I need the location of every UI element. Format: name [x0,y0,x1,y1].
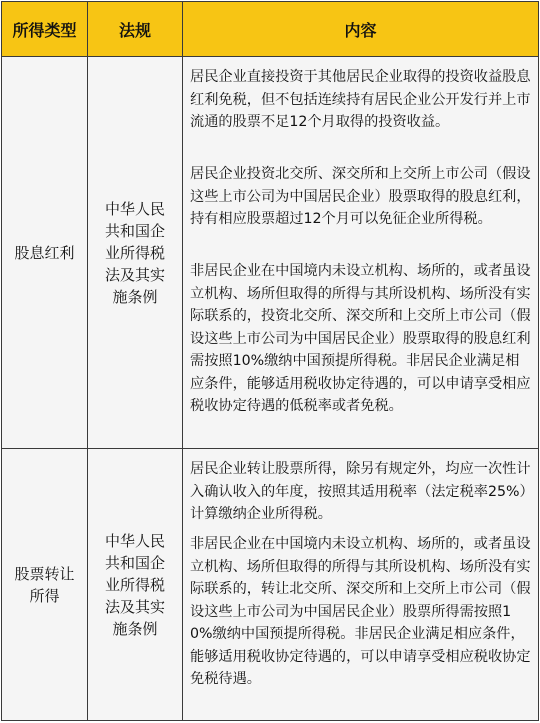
table-row-transfer-type [2,449,87,720]
header-content: 内容 [344,20,377,40]
column-divider [182,2,183,720]
law-label: 中华人民共和国企业所得税法及其实施条例 [104,199,165,306]
table-row-transfer-law [88,449,182,720]
content-paragraph: 居民企业转让股票所得，除另有规定外，均应一次性计入确认收入的年度，按照其适用税率（法定税率25%）计算缴纳企业所得税。 [190,461,531,522]
table-header [2,2,538,57]
table-row-dividend-law [88,57,182,448]
content-paragraph: 居民企业直接投资于其他居民企业取得的投资收益股息红利免税，但不包括连续持有居民企业公开发行并上市流通的股票不足12个月取得的投资收益。 [190,69,531,130]
content-paragraph: 非居民企业在中国境内未设立机构、场所的，或者虽设立机构、场所但取得的所得与其所设机构、场所没有实际联系的，投资北交所、深交所和上交所上市公司（假设这些上市公司为中国居民企业）股票取得的股息红利需按照10%缴纳中国预提所得税。非居民企业满足相应条件，能够适用税收协定待遇的，可以申请享受相应税收协定待遇的低税率或者免税。 [190,263,531,414]
table-row-dividend-type [2,57,87,448]
income-type-label: 股息红利 [14,243,75,262]
header-income-type: 所得类型 [12,20,77,40]
income-type-label: 股票转让所得 [14,564,75,605]
law-label: 中华人民共和国企业所得税法及其实施条例 [104,531,165,638]
content-paragraph: 居民企业投资北交所、深交所和上交所上市公司（假设这些上市公司为中国居民企业）股票取得的股息红利，持有相应股票超过12个月可以免征企业所得税。 [190,166,531,227]
tax-table [1,1,539,721]
content-paragraph: 非居民企业在中国境内未设立机构、场所的，或者虽设立机构、场所但取得的所得与其所设机构、场所没有实际联系的，转让北交所、深交所和上交所上市公司（假设这些上市公司为中国居民企业）股票所得需按照10%缴纳中国预提所得税。非居民企业满足相应条件，能够适用税收协定待遇的，可以申请享受相应税收协定免税待遇。 [190,536,531,687]
header-law: 法规 [118,20,151,40]
